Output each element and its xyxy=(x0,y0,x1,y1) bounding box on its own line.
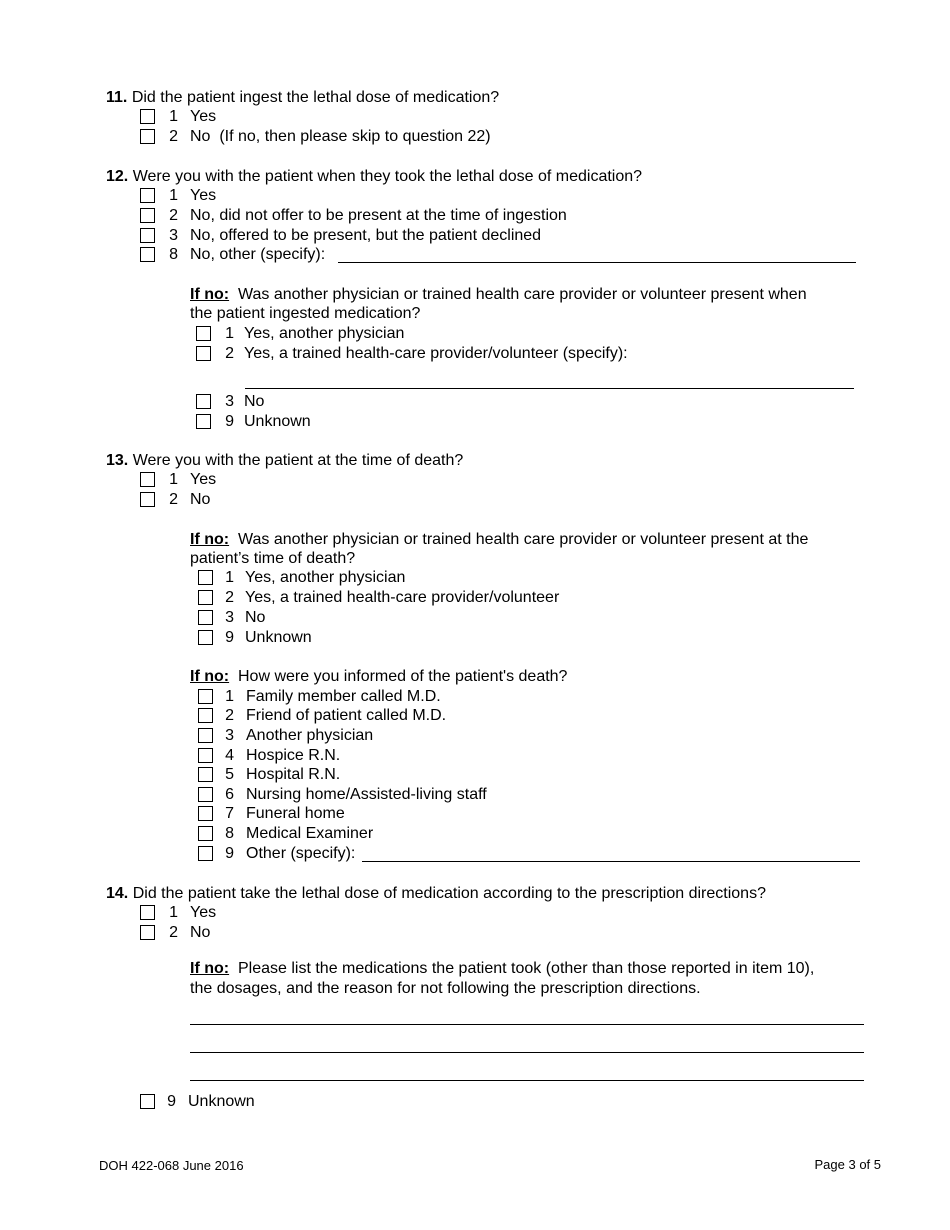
option-number: 9 xyxy=(225,845,234,862)
option-label: Another physician xyxy=(246,727,374,744)
option-number: 2 xyxy=(169,128,178,145)
checkbox[interactable] xyxy=(140,1094,155,1109)
option-label: No xyxy=(190,491,211,508)
q14-ifno-label: If no: xyxy=(190,960,230,977)
option-label: Medical Examiner xyxy=(246,825,374,842)
form-id: DOH 422-068 June 2016 xyxy=(99,1158,244,1173)
option-label: Yes xyxy=(190,108,217,125)
option-number: 5 xyxy=(225,766,234,783)
option-number: 7 xyxy=(225,805,234,822)
q14-question xyxy=(106,884,766,903)
option-label: Family member called M.D. xyxy=(246,688,441,705)
option-label: Yes, a trained health-care provider/volunteer xyxy=(245,589,560,606)
option-label: Yes, another physician xyxy=(245,569,406,586)
option-number: 8 xyxy=(169,246,178,263)
option-number: 1 xyxy=(169,471,178,488)
checkbox[interactable] xyxy=(198,767,213,782)
checkbox[interactable] xyxy=(196,326,211,341)
option-number: 2 xyxy=(169,491,178,508)
checkbox[interactable] xyxy=(140,109,155,124)
checkbox[interactable] xyxy=(198,846,213,861)
checkbox[interactable] xyxy=(198,806,213,821)
checkbox[interactable] xyxy=(198,748,213,763)
q14-number: 14. xyxy=(106,885,129,902)
option-number: 3 xyxy=(225,727,234,744)
checkbox[interactable] xyxy=(198,590,213,605)
q13-ifno2-line xyxy=(190,667,567,686)
option-number: 1 xyxy=(225,688,234,705)
q14-answer-line-3[interactable] xyxy=(190,1080,864,1081)
option-number: 9 xyxy=(225,413,234,430)
q13-text: Were you with the patient at the time of death? xyxy=(132,452,464,469)
option-label: No xyxy=(244,393,265,410)
q12-text: Were you with the patient when they took the lethal dose of medication? xyxy=(132,168,643,185)
option-label: Yes xyxy=(190,187,217,204)
option-label: Hospice R.N. xyxy=(246,747,341,764)
checkbox[interactable] xyxy=(198,826,213,841)
q12-question xyxy=(106,167,642,186)
q11-text: Did the patient ingest the lethal dose of medication? xyxy=(131,89,500,106)
option-number: 2 xyxy=(225,345,234,362)
checkbox[interactable] xyxy=(140,129,155,144)
option-number: 1 xyxy=(225,569,234,586)
q14-answer-line-1[interactable] xyxy=(190,1024,864,1025)
q13-other-specify-line[interactable] xyxy=(362,861,860,862)
q13-ifno-label: If no: xyxy=(190,531,230,548)
checkbox[interactable] xyxy=(198,728,213,743)
option-number: 6 xyxy=(225,786,234,803)
option-label: Unknown xyxy=(188,1093,255,1110)
option-number: 3 xyxy=(169,227,178,244)
q13-ifno-line2: patient’s time of death? xyxy=(190,550,356,567)
option-label: No, did not offer to be present at the time of ingestion xyxy=(190,207,567,224)
option-number: 2 xyxy=(225,707,234,724)
q14-answer-line-2[interactable] xyxy=(190,1052,864,1053)
checkbox[interactable] xyxy=(140,925,155,940)
option-label: Friend of patient called M.D. xyxy=(246,707,447,724)
checkbox[interactable] xyxy=(140,228,155,243)
option-number: 9 xyxy=(225,629,234,646)
option-label: No, offered to be present, but the patient declined xyxy=(190,227,542,244)
q12-ifno-line1 xyxy=(190,285,807,304)
option-label: Yes xyxy=(190,904,217,921)
checkbox[interactable] xyxy=(196,346,211,361)
option-label: Nursing home/Assisted-living staff xyxy=(246,786,487,803)
q13-question xyxy=(106,451,463,470)
q13-number: 13. xyxy=(106,452,129,469)
checkbox[interactable] xyxy=(196,414,211,429)
checkbox[interactable] xyxy=(198,630,213,645)
q13-ifno2-label: If no: xyxy=(190,668,230,685)
option-label: Yes xyxy=(190,471,217,488)
checkbox[interactable] xyxy=(140,188,155,203)
q13-ifno2-text: How were you informed of the patient's death? xyxy=(237,668,568,685)
page-number: Page 3 of 5 xyxy=(814,1157,881,1172)
q12-ifno-line2: the patient ingested medication? xyxy=(190,305,421,322)
option-label: Other (specify): xyxy=(246,845,356,862)
q13-ifno-text: Was another physician or trained health care provider or volunteer present at the xyxy=(237,531,809,548)
option-label: Yes, another physician xyxy=(244,325,405,342)
option-number: 1 xyxy=(169,108,178,125)
option-number: 2 xyxy=(169,924,178,941)
q13-ifno-line1 xyxy=(190,530,808,549)
option-label: Funeral home xyxy=(246,805,345,822)
checkbox[interactable] xyxy=(198,610,213,625)
checkbox[interactable] xyxy=(198,787,213,802)
q14-ifno-line1 xyxy=(190,959,814,978)
option-label: Unknown xyxy=(244,413,311,430)
option-label: Unknown xyxy=(245,629,312,646)
checkbox[interactable] xyxy=(140,247,155,262)
q14-text: Did the patient take the lethal dose of medication according to the prescription directions? xyxy=(132,885,766,902)
q12-number: 12. xyxy=(106,168,129,185)
option-label: No xyxy=(245,609,266,626)
q11-question xyxy=(106,88,499,107)
option-number: 1 xyxy=(169,904,178,921)
option-number: 2 xyxy=(225,589,234,606)
q12-specify-line[interactable] xyxy=(338,262,856,263)
option-number: 1 xyxy=(169,187,178,204)
checkbox[interactable] xyxy=(140,472,155,487)
checkbox[interactable] xyxy=(140,905,155,920)
checkbox[interactable] xyxy=(198,708,213,723)
option-label: No (If no, then please skip to question 22) xyxy=(190,128,491,145)
q11-number: 11. xyxy=(106,89,128,106)
option-label: Hospital R.N. xyxy=(246,766,341,783)
option-number: 2 xyxy=(169,207,178,224)
option-number: 8 xyxy=(225,825,234,842)
checkbox[interactable] xyxy=(140,208,155,223)
option-number: 4 xyxy=(225,747,234,764)
q14-ifno-line2: the dosages, and the reason for not following the prescription directions. xyxy=(190,980,701,997)
option-label: Yes, a trained health-care provider/volunteer (specify): xyxy=(244,345,628,362)
checkbox[interactable] xyxy=(198,570,213,585)
q12-sub-specify-line[interactable] xyxy=(245,388,854,389)
option-number: 1 xyxy=(225,325,234,342)
option-number: 9 xyxy=(167,1093,176,1110)
q12-ifno-text: Was another physician or trained health care provider or volunteer present when xyxy=(237,286,807,303)
checkbox[interactable] xyxy=(140,492,155,507)
q12-ifno-label: If no: xyxy=(190,286,230,303)
checkbox[interactable] xyxy=(196,394,211,409)
checkbox[interactable] xyxy=(198,689,213,704)
option-number: 3 xyxy=(225,609,234,626)
q14-ifno-text: Please list the medications the patient took (other than those reported in item 10), xyxy=(237,960,815,977)
option-label: No, other (specify): xyxy=(190,246,326,263)
option-label: No xyxy=(190,924,211,941)
option-number: 3 xyxy=(225,393,234,410)
